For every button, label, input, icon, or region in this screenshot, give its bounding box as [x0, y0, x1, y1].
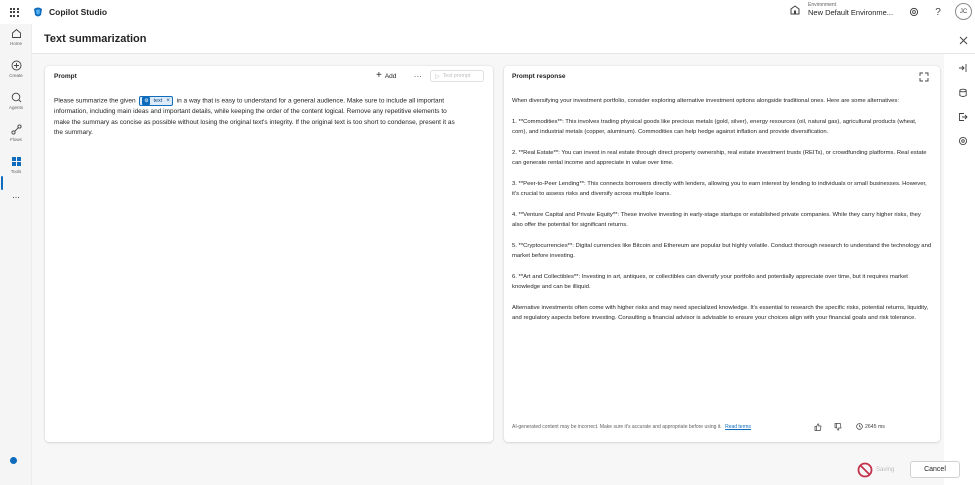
- test-prompt-button[interactable]: [430, 70, 484, 82]
- response-paragraph: 6. **Art and Collectibles**: Investing in art, antiques, or collectibles can diversify your portfolio and potentially appreciate over time, but it requires market knowledge and can be illiquid.: [512, 273, 908, 290]
- prompt-text-after: in a way that is easy to understand for a general audience. Make sure to include all important information, including main ideas and important details, while keeping the order of the content logical. Remove any repetitive elements to make the summary as concise as possible without losing the original text's integrity. If the original text is too short to condense, present it as the summary.: [54, 97, 455, 137]
- response-text: [512, 96, 932, 334]
- brand[interactable]: [32, 6, 107, 18]
- play-icon: ▷: [435, 73, 440, 80]
- prompt-panel-title: Prompt: [54, 73, 77, 80]
- avatar[interactable]: JC: [955, 3, 972, 20]
- database-icon: [958, 88, 968, 98]
- panel-collapse-icon: [958, 63, 968, 73]
- disclaimer-text: AI-generated content may be incorrect. Make sure it's accurate and appropriate before using it.: [512, 424, 722, 430]
- disclaimer: [512, 424, 751, 430]
- home-icon: [11, 28, 22, 39]
- waffle-icon: [10, 8, 19, 17]
- agents-icon: [11, 92, 22, 103]
- add-button[interactable]: [376, 71, 396, 81]
- response-paragraph: When diversifying your investment portfolio, consider exploring alternative investment options alongside traditional ones. Here are some alternatives:: [512, 98, 900, 104]
- clock-icon: [856, 423, 863, 430]
- environment-label: Environment: [808, 2, 837, 8]
- response-panel-title: Prompt response: [512, 73, 566, 80]
- test-prompt-label: Test prompt: [442, 73, 471, 79]
- nav-more-button[interactable]: [0, 190, 32, 200]
- close-icon: [959, 36, 968, 45]
- nav-item-create[interactable]: [0, 60, 32, 78]
- status-indicator[interactable]: [10, 457, 17, 464]
- nav-item-tools[interactable]: [0, 156, 32, 174]
- thumbs-up-icon[interactable]: [814, 423, 822, 431]
- gear-icon: [909, 7, 919, 17]
- nav-label: Tools: [10, 169, 22, 174]
- response-paragraph: 3. **Peer-to-Peer Lending**: This connects borrowers directly with lenders, allowing you to earn interest by lending to individuals or small businesses. However, it's crucial to assess risks and diversify across multiple loans.: [512, 180, 927, 197]
- active-indicator: [1, 176, 3, 190]
- prompt-settings-button[interactable]: [957, 135, 969, 147]
- nav-label: Flows: [10, 137, 22, 142]
- data-source-button[interactable]: [957, 87, 969, 99]
- response-timing: [856, 423, 885, 430]
- add-button-label: Add: [384, 72, 397, 80]
- response-paragraph: 2. **Real Estate**: You can invest in real estate through direct property ownership, real estate investment trusts (REITs), or crowdfunding platforms. Real estate can generate rental income and appreciate in value over time.: [512, 149, 927, 166]
- top-bar: [0, 0, 975, 24]
- collapse-panel-button[interactable]: [957, 62, 969, 74]
- copilot-studio-logo: [32, 6, 44, 18]
- response-paragraph: 5. **Cryptocurrencies**: Digital currencies like Bitcoin and Ethereum are popular but highly volatile. Conduct thorough research to understand the technology and market before investing.: [512, 242, 932, 259]
- timing-value: 2645 ms: [865, 423, 885, 430]
- expand-icon[interactable]: [919, 72, 929, 82]
- nav-item-agents[interactable]: [0, 92, 32, 110]
- saving-label: Saving: [876, 467, 895, 473]
- app-name: Copilot Studio: [49, 7, 108, 17]
- plus-circle-icon: [11, 60, 22, 71]
- nav-item-home[interactable]: [0, 28, 32, 46]
- left-nav: [0, 24, 32, 485]
- chip-remove-icon[interactable]: ×: [166, 97, 170, 104]
- response-panel: [504, 66, 940, 442]
- variable-icon: ⚙: [144, 97, 149, 104]
- environment-icon: [789, 4, 801, 16]
- environment-picker[interactable]: [789, 2, 893, 18]
- output-icon: [958, 112, 968, 122]
- cancel-button[interactable]: Cancel: [910, 461, 960, 478]
- prompt-text-before: Please summarize the given: [54, 97, 136, 105]
- help-button[interactable]: [931, 5, 945, 19]
- no-entry-icon: [857, 462, 873, 478]
- nav-label: Home: [9, 41, 22, 46]
- thumbs-down-icon[interactable]: [834, 423, 842, 431]
- prompt-editor[interactable]: [54, 96, 456, 139]
- plus-icon: +: [376, 70, 382, 81]
- read-terms-link[interactable]: Read terms: [725, 424, 751, 430]
- close-button[interactable]: [956, 33, 970, 47]
- chip-label: text: [153, 97, 163, 104]
- response-paragraph: 4. **Venture Capital and Private Equity**: These involve investing in early-stage startups or established private companies. While they carry higher risks, they also offer the potential for significant returns.: [512, 211, 921, 228]
- environment-value: New Default Environme...: [808, 8, 894, 17]
- flows-icon: [11, 124, 22, 135]
- response-paragraph: 1. **Commodities**: This involves trading physical goods like precious metals (gold, silver), energy resources (oil, natural gas), agricultural products (wheat, corn), and industrial metals (copper, aluminum). Commodities can help hedge against inflation and provide diversification.: [512, 118, 917, 135]
- page-title: Text summarization: [44, 33, 147, 45]
- nav-label: Create: [9, 73, 23, 78]
- input-variable-chip[interactable]: [139, 96, 172, 106]
- output-button[interactable]: [957, 111, 969, 123]
- settings-button[interactable]: [907, 5, 921, 19]
- saving-status: [857, 462, 894, 478]
- prompt-panel: [45, 66, 493, 442]
- response-paragraph: Alternative investments often come with higher risks and may need specialized knowledge. It's essential to research the specific risks, potential returns, liquidity, and regulatory aspects before investing. Consulting a financial advisor is advisable to ensure your choices align with your financial goals and risk tolerance.: [512, 304, 929, 321]
- nav-item-flows[interactable]: [0, 124, 32, 142]
- gear-icon: [958, 136, 968, 146]
- tools-icon: [11, 156, 22, 167]
- question-icon: ?: [935, 6, 941, 18]
- more-icon: ...: [12, 190, 20, 200]
- app-launcher-button[interactable]: [0, 0, 28, 24]
- nav-label: Agents: [8, 105, 23, 110]
- more-options-button[interactable]: ...: [414, 70, 423, 79]
